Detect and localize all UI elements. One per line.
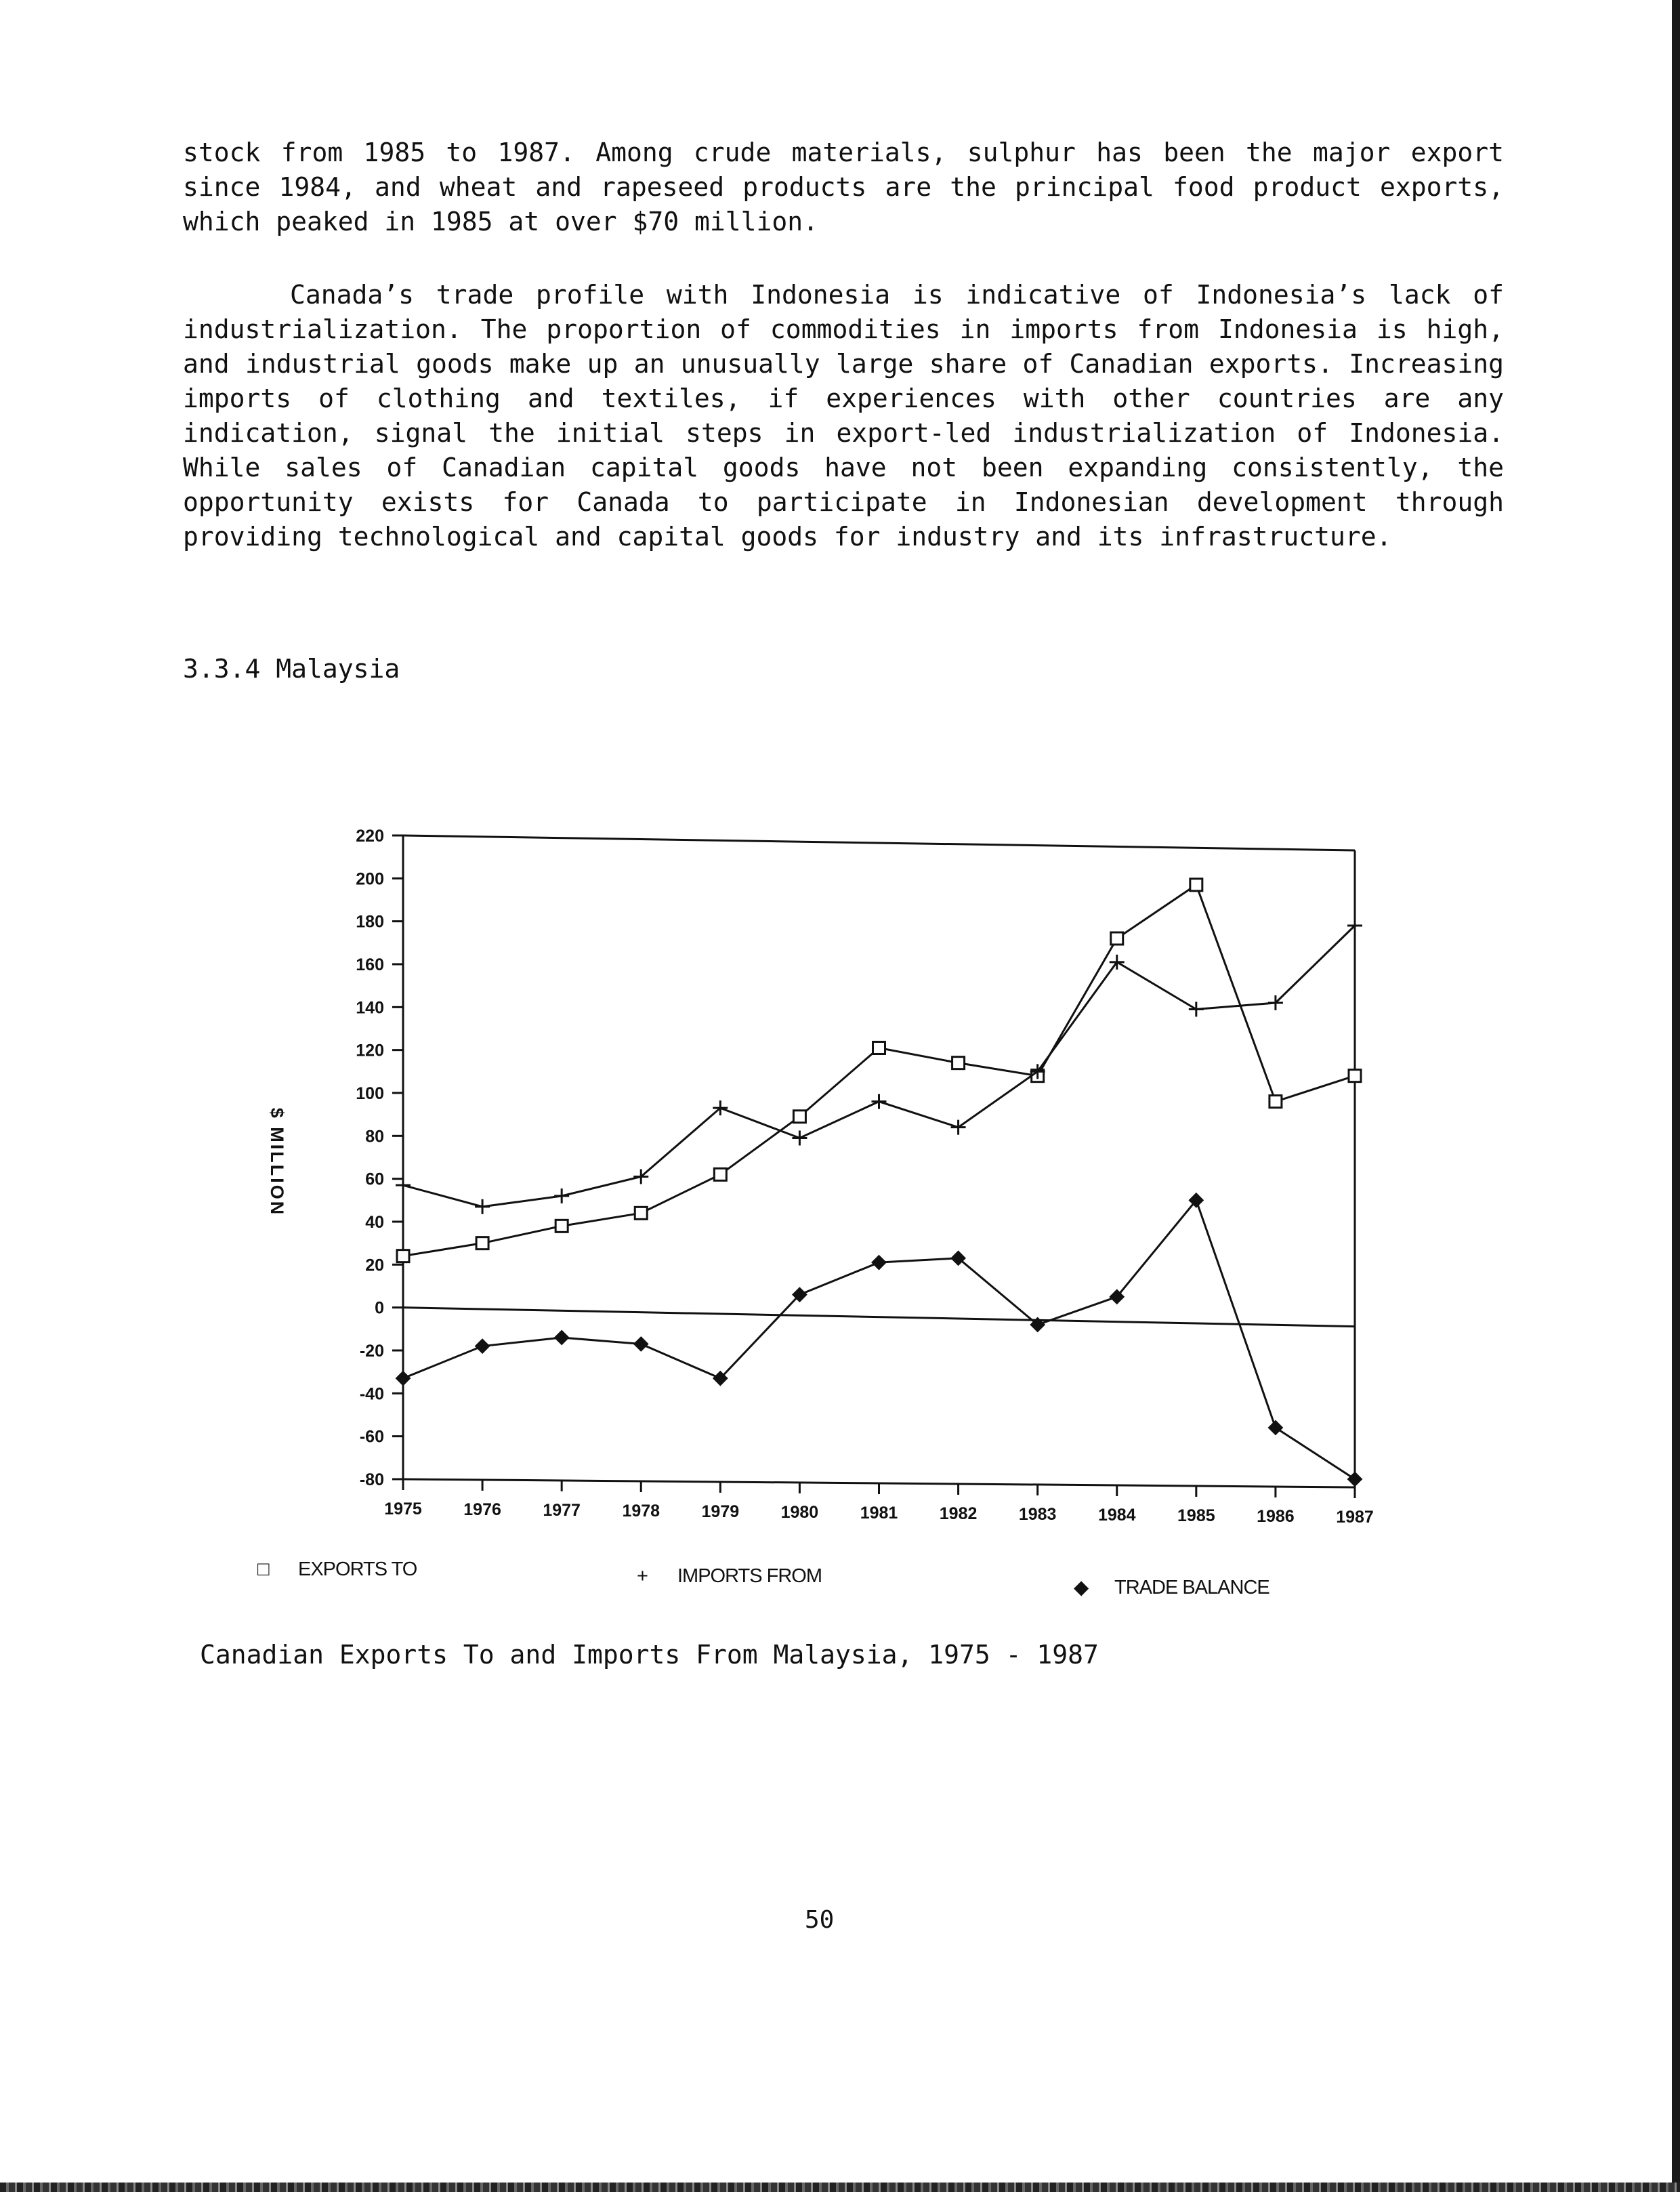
y-tick-label: 140 bbox=[356, 998, 384, 1018]
legend-item-trade-balance bbox=[1074, 1575, 1269, 1599]
y-tick-label: -40 bbox=[359, 1384, 384, 1404]
y-tick-label: -20 bbox=[359, 1342, 384, 1361]
exports-square-marker bbox=[397, 1250, 409, 1262]
y-tick-label: 160 bbox=[356, 955, 384, 974]
balance-diamond-marker bbox=[555, 1331, 568, 1344]
series-line-exports-to bbox=[403, 885, 1355, 1256]
zero-line bbox=[403, 1308, 1355, 1327]
series-line-imports-from bbox=[403, 926, 1355, 1207]
x-tick-label: 1987 bbox=[1336, 1508, 1374, 1527]
exports-square-marker bbox=[1190, 879, 1202, 891]
chart-top-border bbox=[403, 835, 1355, 850]
y-tick-label: -80 bbox=[359, 1470, 384, 1489]
y-tick-label: 60 bbox=[365, 1170, 384, 1189]
page-number: 50 bbox=[805, 1906, 835, 1934]
page-edge-shadow bbox=[1672, 0, 1680, 2192]
balance-diamond-marker bbox=[873, 1256, 886, 1269]
y-tick-label: 40 bbox=[365, 1213, 384, 1232]
balance-diamond-marker bbox=[1269, 1421, 1282, 1434]
scan-bottom-edge bbox=[0, 2183, 1680, 2192]
imports-plus-marker bbox=[475, 1199, 490, 1214]
y-tick-label: 200 bbox=[356, 869, 384, 889]
exports-square-marker bbox=[793, 1111, 805, 1123]
legend-item-imports bbox=[637, 1565, 822, 1588]
x-tick-label: 1978 bbox=[622, 1502, 660, 1521]
y-axis bbox=[356, 827, 403, 1489]
imports-plus-marker bbox=[951, 1120, 966, 1135]
imports-plus-marker bbox=[396, 1178, 411, 1193]
exports-square-marker bbox=[635, 1207, 647, 1219]
section-heading: 3.3.4 Malaysia bbox=[183, 654, 400, 684]
x-tick-label: 1985 bbox=[1177, 1506, 1215, 1525]
chart-frame bbox=[403, 835, 1355, 1487]
y-tick-label: 220 bbox=[356, 827, 384, 846]
y-axis-label: $ MILLION bbox=[267, 1107, 287, 1217]
plus-marker-icon: + bbox=[637, 1565, 648, 1587]
balance-diamond-marker bbox=[396, 1371, 410, 1385]
x-tick-label: 1976 bbox=[463, 1500, 501, 1519]
y-tick-label: 20 bbox=[365, 1256, 384, 1275]
legend-label-exports: EXPORTS TO bbox=[298, 1558, 417, 1580]
x-tick-label: 1983 bbox=[1018, 1505, 1057, 1524]
exports-square-marker bbox=[555, 1220, 568, 1232]
exports-square-marker bbox=[1349, 1070, 1361, 1082]
exports-square-marker bbox=[1111, 932, 1123, 945]
x-tick-label: 1984 bbox=[1097, 1506, 1136, 1525]
balance-diamond-marker bbox=[476, 1340, 489, 1353]
y-tick-label: 0 bbox=[375, 1298, 384, 1318]
exports-square-marker bbox=[476, 1237, 488, 1249]
body-paragraph-1: stock from 1985 to 1987. Among crude materials, sulphur has been the major export since 1984, and wheat and rapeseed products are the principal food product exports, which peaked in 1985 at over $70 million. bbox=[183, 138, 1504, 236]
square-marker-icon: □ bbox=[257, 1558, 269, 1580]
exports-square-marker bbox=[952, 1057, 965, 1069]
legend-label-imports: IMPORTS FROM bbox=[677, 1565, 822, 1587]
x-tick-label: 1982 bbox=[939, 1504, 978, 1523]
y-tick-label: 120 bbox=[356, 1041, 384, 1060]
exports-square-marker bbox=[1269, 1096, 1282, 1108]
legend-label-trade-balance: TRADE BALANCE bbox=[1114, 1577, 1269, 1598]
x-tick-label: 1979 bbox=[701, 1502, 740, 1521]
imports-plus-marker bbox=[1189, 1002, 1204, 1017]
body-paragraph-2: Canada’s trade profile with Indonesia is indicative of Indonesia’s lack of industrialization. The proportion of commodities in imports from Indonesia is high, and industrial goods make up an unusually large share of Canadian exports. Increasing imports of clothing and textiles, if experiences with other countries are any indication, signal the initial steps in export-led industrialization of Indonesia. While sales of Canadian capital goods have not been expanding consistently, the opportunity exists for Canada to participate in Indonesian development through providing technological and capital goods for industry and its infrastructure. bbox=[183, 280, 1504, 552]
legend-item-exports bbox=[257, 1558, 417, 1581]
x-tick-label: 1975 bbox=[384, 1500, 422, 1518]
y-tick-label: 100 bbox=[356, 1084, 384, 1103]
diamond-marker-icon: ◆ bbox=[1074, 1577, 1089, 1598]
imports-plus-marker bbox=[1110, 955, 1125, 970]
chart-caption: Canadian Exports To and Imports From Malaysia, 1975 - 1987 bbox=[200, 1640, 1099, 1670]
x-tick-label: 1986 bbox=[1257, 1507, 1295, 1526]
x-tick-label: 1977 bbox=[543, 1501, 581, 1520]
imports-plus-marker bbox=[792, 1131, 807, 1146]
imports-plus-marker bbox=[554, 1188, 569, 1203]
exports-square-marker bbox=[873, 1042, 885, 1054]
x-tick-label: 1980 bbox=[780, 1503, 819, 1522]
imports-plus-marker bbox=[872, 1094, 887, 1109]
balance-diamond-marker bbox=[634, 1338, 648, 1351]
x-tick-label: 1981 bbox=[860, 1504, 898, 1523]
y-tick-label: 80 bbox=[365, 1127, 384, 1146]
chart-series bbox=[396, 879, 1362, 1486]
series-line-trade-balance bbox=[403, 1200, 1355, 1479]
exports-square-marker bbox=[714, 1168, 726, 1180]
line-chart bbox=[244, 810, 1395, 1542]
y-tick-label: 180 bbox=[356, 912, 384, 932]
balance-diamond-marker bbox=[1348, 1472, 1362, 1486]
y-tick-label: -60 bbox=[359, 1427, 384, 1447]
